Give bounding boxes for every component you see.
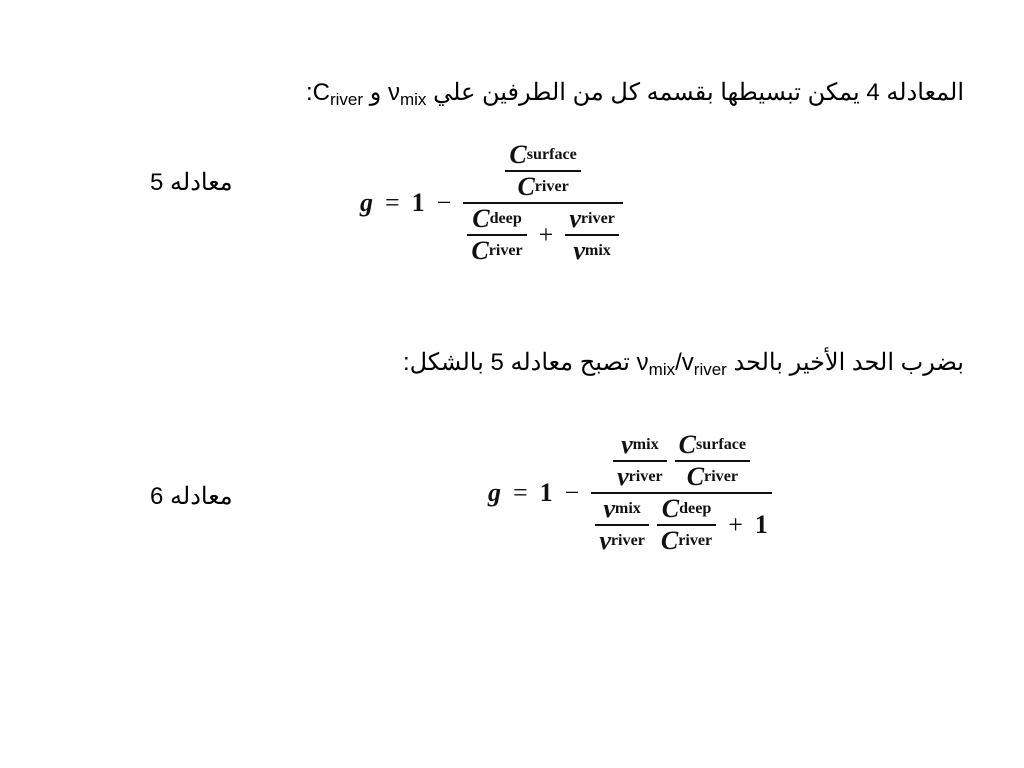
eq6-river-sub: river	[678, 532, 713, 549]
eq5-nu: ν	[569, 204, 581, 233]
eq6-river-sub: river	[610, 532, 645, 549]
river-subscript: river	[693, 360, 727, 379]
eq6-denominator-one: 1	[754, 510, 768, 539]
eq5-nu: ν	[573, 236, 585, 265]
eq6-g: g	[488, 478, 501, 507]
eq5-nu-river-over-mix	[565, 204, 619, 266]
eq6-main-denominator	[591, 494, 772, 556]
eq5-plus: +	[538, 220, 554, 249]
eq6-one: 1	[539, 478, 553, 507]
eq6-surface-over-river	[675, 430, 750, 492]
eq6-river-sub: river	[704, 468, 739, 485]
eq6-plus: +	[728, 510, 743, 539]
eq6-c: C	[686, 462, 705, 491]
nu-glyph: ν	[636, 349, 649, 376]
eq5-equals: =	[385, 188, 400, 217]
nu-mix-symbol	[388, 78, 426, 115]
eq6-nu: ν	[603, 494, 615, 523]
eq6-deep-over-river	[657, 494, 716, 556]
eq6-deep-sub: deep	[679, 500, 712, 517]
equation-6-label: معادله 6	[150, 483, 233, 510]
eq6-minus: −	[564, 478, 580, 507]
eq6-nu-mix-over-river	[613, 430, 667, 492]
nu-glyph: ν	[387, 79, 400, 106]
equation-5-row	[360, 140, 623, 266]
intro-text: المعادله 4 يمكن تبسيطها بقسمه كل من الطرفين علي	[433, 79, 964, 106]
colon: :	[305, 79, 313, 106]
eq5-surface-sub: surface	[526, 146, 577, 163]
eq6-river-sub: river	[628, 468, 663, 485]
intro-line	[306, 78, 964, 115]
eq6-c: C	[678, 430, 696, 459]
eq5-main-fraction	[463, 140, 623, 266]
multiply-line	[403, 348, 964, 385]
eq6-nu: ν	[621, 430, 633, 459]
eq6-c: C	[661, 494, 680, 523]
nu-mix-over-v-river	[637, 348, 727, 385]
conjunction: و	[369, 79, 382, 106]
eq5-minus: −	[436, 188, 452, 217]
c-river-symbol	[313, 78, 363, 115]
nu-subscript: mix	[399, 90, 427, 109]
eq5-c: C	[472, 204, 490, 233]
eq6-main-fraction	[591, 430, 772, 556]
c-glyph: C	[312, 79, 330, 106]
eq5-main-denominator	[463, 204, 623, 266]
eq6-mix-sub: mix	[614, 500, 641, 517]
eq6-equals: =	[513, 478, 528, 507]
eq5-g: g	[360, 188, 373, 217]
eq5-mix-sub: mix	[584, 242, 611, 259]
eq5-deep-over-river	[467, 204, 526, 266]
eq5-surface-over-river	[505, 140, 580, 202]
equation-5-label: معادله 5	[150, 169, 233, 196]
eq5-c: C	[471, 236, 489, 265]
slash: /	[675, 349, 682, 376]
multiply-text-start: بضرب الحد الأخير بالحد	[733, 349, 964, 376]
eq6-nu: ν	[617, 462, 629, 491]
c-subscript: river	[329, 90, 364, 109]
eq6-nu: ν	[599, 526, 611, 555]
eq5-one: 1	[411, 188, 425, 217]
equation-6-row	[488, 430, 772, 556]
multiply-text-end: تصبح معادله 5 بالشكل:	[402, 349, 630, 376]
equation-6	[488, 430, 772, 556]
mix-subscript: mix	[648, 360, 676, 379]
eq5-deep-sub: deep	[489, 210, 522, 227]
eq6-surface-sub: surface	[695, 436, 747, 453]
eq5-c: C	[517, 172, 535, 201]
eq5-river-sub: river	[488, 242, 523, 259]
eq6-c: C	[660, 526, 679, 555]
eq5-main-numerator	[501, 140, 584, 202]
v-glyph: v	[681, 349, 694, 376]
eq5-river-sub: river	[534, 178, 569, 195]
eq6-main-numerator	[609, 430, 754, 492]
eq5-c: C	[509, 140, 527, 169]
eq6-mix-sub: mix	[632, 436, 659, 453]
eq6-nu-mix-over-river	[595, 494, 649, 556]
eq5-river-sub: river	[580, 210, 615, 227]
equation-5	[360, 140, 623, 266]
